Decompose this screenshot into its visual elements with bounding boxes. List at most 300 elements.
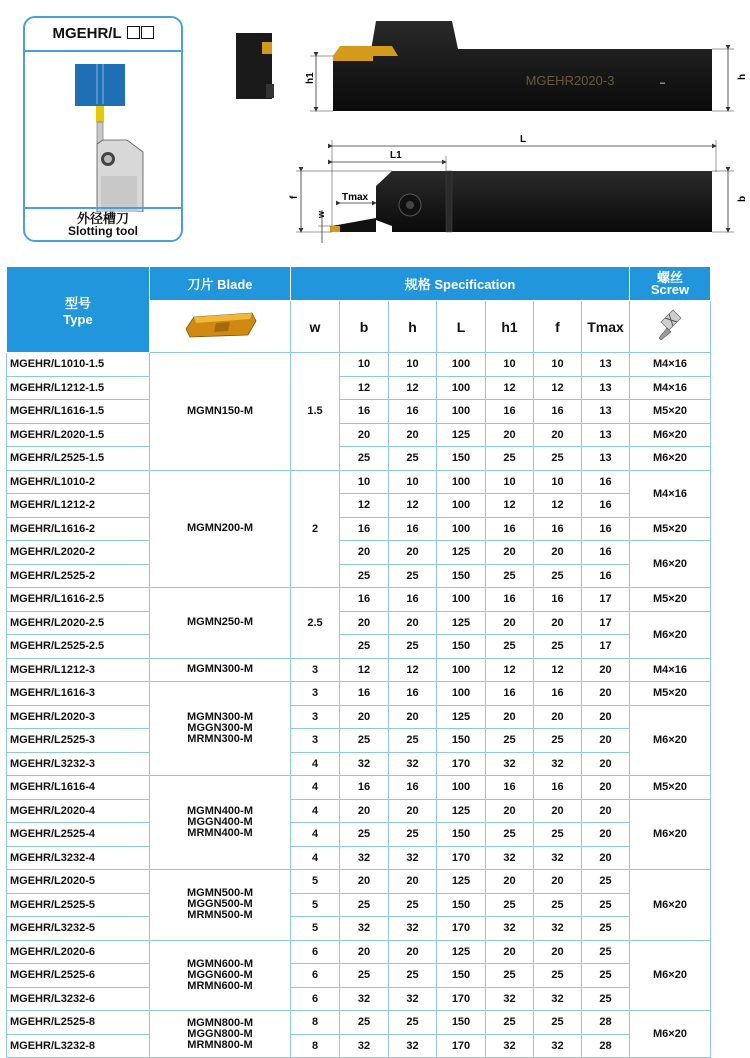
b-cell: 20 <box>340 423 389 447</box>
table-row <box>7 588 711 612</box>
h-cell: 25 <box>389 964 437 988</box>
l-cell: 170 <box>437 846 486 870</box>
type-cell: MGEHR/L1616-1.5 <box>7 400 150 424</box>
l-cell: 125 <box>437 870 486 894</box>
type-cell: MGEHR/L2020-1.5 <box>7 423 150 447</box>
type-cell: MGEHR/L1616-4 <box>7 776 150 800</box>
blade-cell <box>150 870 291 941</box>
tmax-cell: 17 <box>582 611 630 635</box>
l-cell: 100 <box>437 353 486 377</box>
table-row <box>7 658 711 682</box>
h1-cell: 25 <box>486 635 534 659</box>
b-cell: 16 <box>340 682 389 706</box>
h1-cell: 20 <box>486 611 534 635</box>
f-cell: 16 <box>534 776 582 800</box>
f-cell: 20 <box>534 541 582 565</box>
f-cell: 20 <box>534 870 582 894</box>
screw-cell: M6×20 <box>630 705 711 776</box>
blade-model: MRMN800-M <box>187 1038 253 1051</box>
blade-model: MGMN150-M <box>186 404 253 417</box>
table-row <box>7 635 711 659</box>
h1-cell: 16 <box>486 400 534 424</box>
h-cell: 10 <box>389 353 437 377</box>
b-cell: 10 <box>340 353 389 377</box>
l-cell: 150 <box>437 964 486 988</box>
blade-model: MRMN600-M <box>187 979 253 992</box>
w-cell: 6 <box>291 940 340 964</box>
l-cell: 125 <box>437 940 486 964</box>
h-cell: 20 <box>389 705 437 729</box>
tmax-cell: 25 <box>582 987 630 1011</box>
h1-cell: 25 <box>486 447 534 471</box>
h1-cell: 10 <box>486 353 534 377</box>
table-row <box>7 611 711 635</box>
table-row <box>7 1011 711 1035</box>
tmax-cell: 25 <box>582 917 630 941</box>
l-cell: 100 <box>437 517 486 541</box>
h-cell: 25 <box>389 635 437 659</box>
side-view-drawing <box>305 21 748 111</box>
table-row <box>7 541 711 565</box>
type-cell: MGEHR/L1616-3 <box>7 682 150 706</box>
f-cell: 25 <box>534 447 582 471</box>
h-cell: 20 <box>389 940 437 964</box>
blade-model: MGGN400-M <box>187 816 253 828</box>
l-cell: 100 <box>437 588 486 612</box>
b-cell: 32 <box>340 752 389 776</box>
w-cell: 6 <box>291 964 340 988</box>
blade-model: MRMN300-M <box>187 733 253 745</box>
h1-cell: 20 <box>486 541 534 565</box>
blade-model: MGMN600-M <box>186 957 253 970</box>
table-row <box>7 776 711 800</box>
b-cell: 32 <box>340 1034 389 1058</box>
h1-cell: 25 <box>486 1011 534 1035</box>
l-cell: 150 <box>437 729 486 753</box>
screw-cell: M5×20 <box>630 517 711 541</box>
screw-cell: M4×16 <box>630 658 711 682</box>
svg-text:h1: h1 <box>305 72 316 84</box>
h-cell: 32 <box>389 1034 437 1058</box>
l-cell: 100 <box>437 682 486 706</box>
tmax-cell: 16 <box>582 470 630 494</box>
table-row <box>7 917 711 941</box>
svg-text:w: w <box>316 210 326 218</box>
b-cell: 10 <box>340 470 389 494</box>
h-cell: 20 <box>389 541 437 565</box>
screw-cell: M6×20 <box>630 423 711 447</box>
screw-cell: M6×20 <box>630 1011 711 1058</box>
table-row <box>7 470 711 494</box>
type-cell: MGEHR/L2525-3 <box>7 729 150 753</box>
l-cell: 100 <box>437 376 486 400</box>
type-cell: MGEHR/L2020-5 <box>7 870 150 894</box>
b-cell: 25 <box>340 447 389 471</box>
h-cell: 16 <box>389 400 437 424</box>
w-cell: 4 <box>291 752 340 776</box>
tmax-cell: 20 <box>582 776 630 800</box>
f-cell: 25 <box>534 729 582 753</box>
h1-cell: 16 <box>486 682 534 706</box>
b-cell: 16 <box>340 400 389 424</box>
l-cell: 100 <box>437 776 486 800</box>
l-cell: 125 <box>437 705 486 729</box>
w-cell: 8 <box>291 1011 340 1035</box>
technical-drawing <box>0 0 750 260</box>
h-cell: 12 <box>389 494 437 518</box>
table-row <box>7 376 711 400</box>
screw-cell: M4×16 <box>630 376 711 400</box>
f-cell: 16 <box>534 588 582 612</box>
w-cell: 3 <box>291 729 340 753</box>
blade-model: MRMN500-M <box>187 909 253 922</box>
l-cell: 100 <box>437 400 486 424</box>
b-cell: 25 <box>340 893 389 917</box>
screw-cell: M6×20 <box>630 799 711 870</box>
f-cell: 12 <box>534 494 582 518</box>
h1-cell: 10 <box>486 470 534 494</box>
h-cell: 16 <box>389 776 437 800</box>
b-cell: 20 <box>340 870 389 894</box>
h1-cell: 16 <box>486 517 534 541</box>
b-cell: 12 <box>340 494 389 518</box>
type-cell: MGEHR/L1010-2 <box>7 470 150 494</box>
tmax-cell: 17 <box>582 588 630 612</box>
blade-model: MGGN500-M <box>187 898 253 911</box>
h-cell: 32 <box>389 987 437 1011</box>
h1-cell: 20 <box>486 705 534 729</box>
tmax-cell: 25 <box>582 893 630 917</box>
blade-model: MGMN400-M <box>186 805 253 817</box>
tmax-cell: 16 <box>582 541 630 565</box>
w-cell: 8 <box>291 1034 340 1058</box>
tmax-cell: 20 <box>582 823 630 847</box>
h-cell: 12 <box>389 658 437 682</box>
type-cell: MGEHR/L1212-1.5 <box>7 376 150 400</box>
header-specification: 规格 Specification <box>291 267 630 301</box>
f-cell: 32 <box>534 846 582 870</box>
b-cell: 12 <box>340 376 389 400</box>
l-cell: 150 <box>437 893 486 917</box>
tmax-cell: 25 <box>582 964 630 988</box>
svg-text:b: b <box>737 195 748 202</box>
table-row <box>7 400 711 424</box>
h-cell: 32 <box>389 917 437 941</box>
b-cell: 25 <box>340 729 389 753</box>
f-cell: 25 <box>534 823 582 847</box>
h1-cell: 20 <box>486 940 534 964</box>
blade-cell <box>150 1011 291 1058</box>
b-cell: 25 <box>340 964 389 988</box>
table-row <box>7 705 711 729</box>
f-cell: 32 <box>534 752 582 776</box>
table-row <box>7 494 711 518</box>
table-row <box>7 846 711 870</box>
h1-cell: 20 <box>486 870 534 894</box>
screw-cell: M6×20 <box>630 541 711 588</box>
blade-model: MGMN200-M <box>186 522 253 535</box>
b-cell: 25 <box>340 564 389 588</box>
card-title: MGEHR/L <box>25 18 181 52</box>
screw-cell: M6×20 <box>630 447 711 471</box>
blade-cell <box>150 682 291 776</box>
h-cell: 25 <box>389 823 437 847</box>
table-row <box>7 353 711 377</box>
h1-cell: 20 <box>486 799 534 823</box>
h-cell: 25 <box>389 564 437 588</box>
type-cell: MGEHR/L2525-2 <box>7 564 150 588</box>
w-cell: 1.5 <box>291 353 340 471</box>
l-cell: 125 <box>437 799 486 823</box>
h1-cell: 16 <box>486 588 534 612</box>
table-row <box>7 870 711 894</box>
tmax-cell: 13 <box>582 400 630 424</box>
holder-marking: MGEHR2020-3 <box>525 73 615 88</box>
blade-model: MGMN250-M <box>186 616 253 629</box>
l-cell: 100 <box>437 470 486 494</box>
b-cell: 16 <box>340 776 389 800</box>
w-cell: 3 <box>291 682 340 706</box>
l-cell: 125 <box>437 423 486 447</box>
screw-cell: M6×20 <box>630 870 711 941</box>
svg-text:f: f <box>289 195 300 199</box>
f-cell: 20 <box>534 940 582 964</box>
type-cell: MGEHR/L2020-4 <box>7 799 150 823</box>
insert-blade-icon <box>180 307 260 343</box>
h-cell: 20 <box>389 611 437 635</box>
l-cell: 170 <box>437 752 486 776</box>
l-cell: 150 <box>437 1011 486 1035</box>
tmax-cell: 25 <box>582 940 630 964</box>
h1-cell: 32 <box>486 1034 534 1058</box>
h-cell: 25 <box>389 447 437 471</box>
tmax-cell: 28 <box>582 1011 630 1035</box>
w-cell: 4 <box>291 823 340 847</box>
h1-cell: 25 <box>486 893 534 917</box>
b-cell: 25 <box>340 635 389 659</box>
header-type: 型号 Type <box>7 267 150 353</box>
l-cell: 170 <box>437 1034 486 1058</box>
screw-cell: M5×20 <box>630 776 711 800</box>
w-cell: 6 <box>291 987 340 1011</box>
blade-model: MGGN300-M <box>187 722 253 734</box>
h1-cell: 25 <box>486 823 534 847</box>
type-cell: MGEHR/L2525-6 <box>7 964 150 988</box>
tmax-cell: 20 <box>582 658 630 682</box>
w-cell: 5 <box>291 870 340 894</box>
table-row <box>7 1034 711 1058</box>
table-row <box>7 423 711 447</box>
w-cell: 3 <box>291 658 340 682</box>
b-cell: 25 <box>340 823 389 847</box>
column-header-h1: h1 <box>486 301 534 353</box>
card-footer: 外径槽刀 Slotting tool <box>25 207 181 240</box>
tmax-cell: 17 <box>582 635 630 659</box>
h-cell: 20 <box>389 799 437 823</box>
h-cell: 12 <box>389 376 437 400</box>
type-cell: MGEHR/L1616-2 <box>7 517 150 541</box>
blade-cell <box>150 776 291 870</box>
tmax-cell: 13 <box>582 376 630 400</box>
blade-model: MGMN300-M <box>186 711 253 723</box>
h-cell: 25 <box>389 729 437 753</box>
blade-model: MGMN300-M <box>186 663 253 676</box>
tmax-cell: 20 <box>582 682 630 706</box>
h1-cell: 32 <box>486 846 534 870</box>
type-cell: MGEHR/L2525-5 <box>7 893 150 917</box>
blade-model: MGMN500-M <box>186 887 253 900</box>
tmax-cell: 20 <box>582 799 630 823</box>
w-cell: 3 <box>291 705 340 729</box>
h-cell: 20 <box>389 870 437 894</box>
column-header-b: b <box>340 301 389 353</box>
screw-cell: M5×20 <box>630 400 711 424</box>
f-cell: 20 <box>534 799 582 823</box>
h-cell: 10 <box>389 470 437 494</box>
b-cell: 16 <box>340 588 389 612</box>
f-cell: 25 <box>534 1011 582 1035</box>
w-cell: 5 <box>291 917 340 941</box>
column-header-h: h <box>389 301 437 353</box>
column-header-l: L <box>437 301 486 353</box>
tmax-cell: 13 <box>582 447 630 471</box>
header-screw: 螺丝 Screw <box>630 267 711 301</box>
blade-image <box>150 301 291 353</box>
table-row <box>7 752 711 776</box>
table-row <box>7 517 711 541</box>
b-cell: 32 <box>340 987 389 1011</box>
f-cell: 10 <box>534 353 582 377</box>
blade-cell <box>150 353 291 471</box>
l-cell: 170 <box>437 987 486 1011</box>
blade-model: MGGN600-M <box>187 968 253 981</box>
tmax-cell: 28 <box>582 1034 630 1058</box>
type-cell: MGEHR/L3232-4 <box>7 846 150 870</box>
b-cell: 20 <box>340 541 389 565</box>
type-cell: MGEHR/L2020-6 <box>7 940 150 964</box>
l-cell: 150 <box>437 564 486 588</box>
svg-text:L1: L1 <box>390 150 402 161</box>
f-cell: 10 <box>534 470 582 494</box>
top-view-drawing <box>289 134 748 243</box>
column-header-tmax: Tmax <box>582 301 630 353</box>
screw-icon <box>655 308 685 342</box>
type-cell: MGEHR/L2020-3 <box>7 705 150 729</box>
h1-cell: 20 <box>486 423 534 447</box>
tmax-cell: 20 <box>582 752 630 776</box>
f-cell: 32 <box>534 917 582 941</box>
type-cell: MGEHR/L3232-5 <box>7 917 150 941</box>
type-cell: MGEHR/L2525-4 <box>7 823 150 847</box>
b-cell: 20 <box>340 611 389 635</box>
b-cell: 20 <box>340 799 389 823</box>
type-cell: MGEHR/L3232-8 <box>7 1034 150 1058</box>
table-row <box>7 447 711 471</box>
l-cell: 150 <box>437 635 486 659</box>
l-cell: 125 <box>437 611 486 635</box>
table-row <box>7 682 711 706</box>
svg-text:L: L <box>520 134 527 145</box>
f-cell: 16 <box>534 682 582 706</box>
spec-table <box>6 266 711 1058</box>
b-cell: 32 <box>340 917 389 941</box>
type-cell: MGEHR/L1212-2 <box>7 494 150 518</box>
column-header-w: w <box>291 301 340 353</box>
screw-cell: M4×16 <box>630 353 711 377</box>
tmax-cell: 16 <box>582 494 630 518</box>
f-cell: 32 <box>534 987 582 1011</box>
h1-cell: 32 <box>486 752 534 776</box>
f-cell: 32 <box>534 1034 582 1058</box>
type-cell: MGEHR/L2525-1.5 <box>7 447 150 471</box>
f-cell: 12 <box>534 376 582 400</box>
tmax-cell: 13 <box>582 353 630 377</box>
f-cell: 25 <box>534 893 582 917</box>
h-cell: 16 <box>389 682 437 706</box>
b-cell: 25 <box>340 1011 389 1035</box>
table-row <box>7 823 711 847</box>
screw-cell: M5×20 <box>630 682 711 706</box>
tmax-cell: 20 <box>582 705 630 729</box>
screw-cell: M6×20 <box>630 940 711 1011</box>
svg-text:h: h <box>737 73 748 80</box>
b-cell: 12 <box>340 658 389 682</box>
tmax-cell: 20 <box>582 729 630 753</box>
screw-cell: M6×20 <box>630 611 711 658</box>
h-cell: 25 <box>389 1011 437 1035</box>
blade-model: MGMN800-M <box>186 1016 253 1029</box>
h-cell: 32 <box>389 752 437 776</box>
tmax-cell: 25 <box>582 870 630 894</box>
h-cell: 32 <box>389 846 437 870</box>
h-cell: 20 <box>389 423 437 447</box>
f-cell: 16 <box>534 517 582 541</box>
f-cell: 25 <box>534 964 582 988</box>
l-cell: 100 <box>437 494 486 518</box>
blade-cell <box>150 658 291 682</box>
h1-cell: 25 <box>486 729 534 753</box>
w-cell: 4 <box>291 776 340 800</box>
table-row <box>7 987 711 1011</box>
svg-text:▬: ▬ <box>660 80 665 86</box>
table-row <box>7 964 711 988</box>
h1-cell: 32 <box>486 917 534 941</box>
f-cell: 25 <box>534 564 582 588</box>
screw-cell: M5×20 <box>630 588 711 612</box>
h1-cell: 12 <box>486 658 534 682</box>
blade-model: MRMN400-M <box>187 827 253 839</box>
h1-cell: 25 <box>486 964 534 988</box>
h1-cell: 12 <box>486 376 534 400</box>
h-cell: 16 <box>389 588 437 612</box>
w-cell: 4 <box>291 799 340 823</box>
blade-cell <box>150 588 291 659</box>
end-view-drawing <box>236 33 274 99</box>
tmax-cell: 20 <box>582 846 630 870</box>
w-cell: 5 <box>291 893 340 917</box>
screw-cell: M4×16 <box>630 470 711 517</box>
l-cell: 150 <box>437 447 486 471</box>
h1-cell: 12 <box>486 494 534 518</box>
table-row <box>7 940 711 964</box>
table-row <box>7 799 711 823</box>
table-row <box>7 893 711 917</box>
type-cell: MGEHR/L3232-6 <box>7 987 150 1011</box>
h-cell: 25 <box>389 893 437 917</box>
w-cell: 4 <box>291 846 340 870</box>
tmax-cell: 13 <box>582 423 630 447</box>
type-cell: MGEHR/L1010-1.5 <box>7 353 150 377</box>
